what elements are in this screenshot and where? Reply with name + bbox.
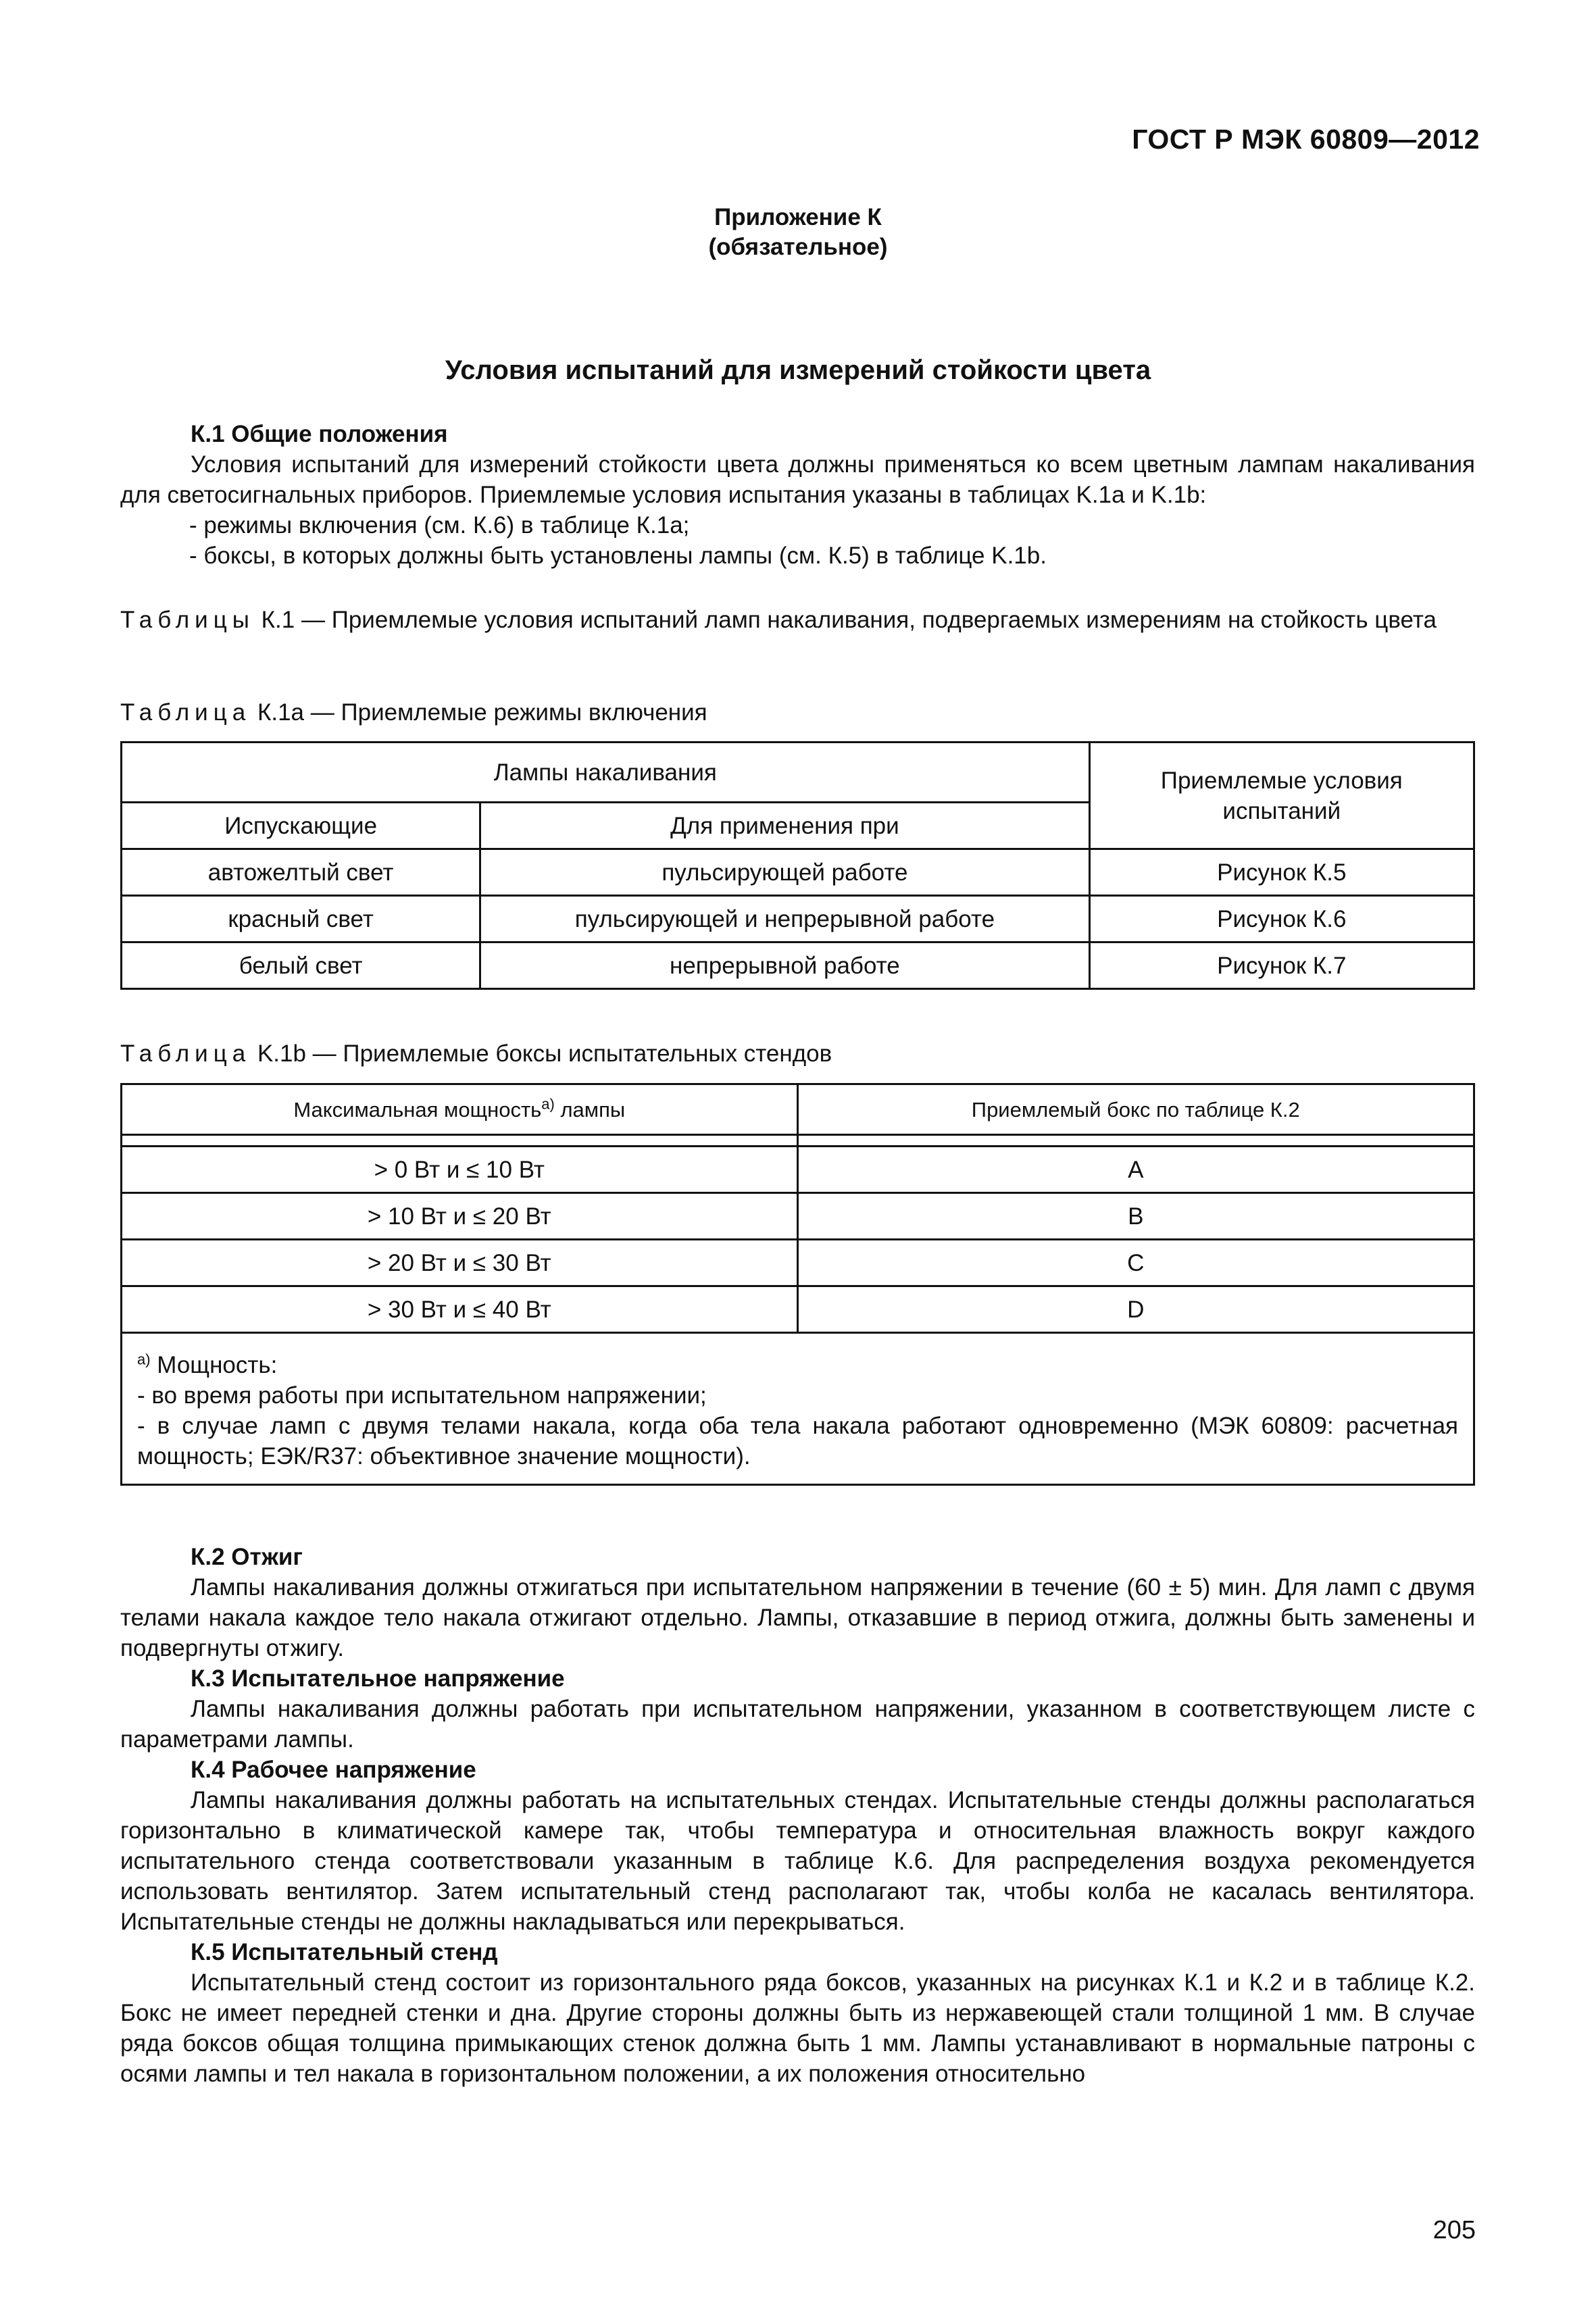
table-row xyxy=(122,1147,1474,1193)
appendix-status: (обязательное) xyxy=(708,234,888,260)
header-emitting: Испускающие xyxy=(122,803,480,849)
section-k2-text: Лампы накаливания должны отжигаться при испытательном напряжении в течение (60 ± 5) мин. Для ламп с двумя телами накала каждое тело накала отжигают отдельно. Лампы, отказавшие в период отжига, должны быть заменены и подвергнуты отжигу. xyxy=(120,1574,1475,1661)
table-row xyxy=(122,942,1474,989)
table-footnote xyxy=(122,1333,1474,1485)
section-k2-heading: К.2 Отжиг xyxy=(191,1544,303,1570)
header-lamps: Лампы накаливания xyxy=(122,743,1090,803)
section-k3-heading: К.3 Испытательное напряжение xyxy=(191,1665,565,1692)
cell-power: > 0 Вт и ≤ 10 Вт xyxy=(122,1147,798,1193)
table-k1b-wrap xyxy=(120,1083,1475,1486)
cell-power: > 20 Вт и ≤ 30 Вт xyxy=(122,1240,798,1286)
header-power xyxy=(122,1084,798,1135)
cell-emitting: красный свет xyxy=(122,896,480,942)
cell-power: > 10 Вт и ≤ 20 Вт xyxy=(122,1193,798,1240)
section-k1-heading: К.1 Общие положения xyxy=(191,421,448,447)
table-k1a xyxy=(120,741,1475,990)
table-k1a-wrap xyxy=(120,741,1475,990)
cell-application: пульсирующей и непрерывной работе xyxy=(480,896,1089,942)
header-conditions: Приемлемые условия испытаний xyxy=(1089,743,1474,849)
table-row xyxy=(122,1286,1474,1333)
list-item: - боксы, в которых должны быть установлены лампы (см. К.5) в таблице K.1b. xyxy=(189,543,1047,569)
separator xyxy=(122,1135,798,1147)
header-box: Приемлемый бокс по таблице К.2 xyxy=(797,1084,1474,1135)
section-k3-text: Лампы накаливания должны работать при испытательном напряжении, указанном в соответствующем листе с параметрами лампы. xyxy=(120,1696,1475,1753)
sections-k2-k5 xyxy=(120,1542,1475,2089)
table-k1b-caption-text: K.1b — Приемлемые боксы испытательных стендов xyxy=(251,1040,832,1067)
page-title: Условия испытаний для измерений стойкости цвета xyxy=(445,355,1151,385)
footnote-line: - во время работы при испытательном напряжении; xyxy=(137,1382,707,1409)
section-k1 xyxy=(120,419,1475,571)
tables-caption-text: К.1 — Приемлемые условия испытаний ламп накаливания, подвергаемых измерениям на стойкость цвета xyxy=(254,607,1437,633)
header-application: Для применения при xyxy=(480,803,1089,849)
cell-emitting: белый свет xyxy=(122,942,480,989)
cell-box: B xyxy=(797,1193,1474,1240)
table-k1b-caption-prefix: Таблица xyxy=(120,1040,251,1067)
header-power-suffix: лампы xyxy=(554,1097,626,1122)
table-row xyxy=(122,1193,1474,1240)
page-number: 205 xyxy=(1432,2216,1476,2244)
cell-box: A xyxy=(797,1147,1474,1193)
separator xyxy=(797,1135,1474,1147)
table-k1b-caption xyxy=(120,1038,1475,1069)
section-k5-text: Испытательный стенд состоит из горизонтального ряда боксов, указанных на рисунках К.1 и К.2 и в таблице К.2. Бокс не имеет передней стенки и дна. Другие стороны должны быть из нержавеющей стали толщиной 1 мм. В случае ряда боксов общая толщина примыкающих стенок должна быть 1 мм. Лампы устанавливают в нормальные патроны с осями лампы и тел накала в горизонтальном положении, а их положения относительно xyxy=(120,1969,1475,2087)
cell-application: непрерывной работе xyxy=(480,942,1089,989)
cell-application: пульсирующей работе xyxy=(480,849,1089,896)
header-power-text: Максимальная мощность xyxy=(293,1097,542,1122)
table-row xyxy=(122,896,1474,942)
footnote-marker: а) xyxy=(137,1351,151,1368)
cell-box: D xyxy=(797,1286,1474,1333)
section-k4-text: Лампы накаливания должны работать на испытательных стендах. Испытательные стенды должны располагаться горизонтально в климатической камере так, чтобы температура и относительная влажность вокруг каждого испытательного стенда соответствовали указанным в таблице К.6. Для распределения воздуха рекомендуется использовать вентилятор. Затем испытательный стенд располагают так, чтобы колба не касалась вентилятора. Испытательные стенды не должны накладываться или перекрываться. xyxy=(120,1787,1475,1935)
cell-figure: Рисунок К.7 xyxy=(1089,942,1474,989)
table-k1b xyxy=(120,1083,1475,1486)
footnote-title: Мощность: xyxy=(150,1352,278,1378)
cell-emitting: автожелтый свет xyxy=(122,849,480,896)
appendix-label: Приложение К xyxy=(714,204,882,230)
section-k4-heading: К.4 Рабочее напряжение xyxy=(191,1757,476,1783)
list-item: - режимы включения (см. К.6) в таблице К.1а; xyxy=(189,512,690,538)
tables-caption-prefix: Таблицы xyxy=(120,607,255,633)
footnote-marker: а) xyxy=(541,1095,555,1113)
table-k1a-caption-prefix: Таблица xyxy=(120,699,251,726)
appendix-title xyxy=(0,203,1596,262)
section-k5-heading: К.5 Испытательный стенд xyxy=(191,1939,498,1965)
footnote-line: - в случае ламп с двумя телами накала, когда оба тела накала работают одновременно (МЭК 60809: расчетная мощность; ЕЭК/R37: объективное значение мощности). xyxy=(137,1413,1458,1469)
table-k1a-caption xyxy=(120,697,1475,728)
cell-box: C xyxy=(797,1240,1474,1286)
table-row xyxy=(122,1240,1474,1286)
cell-figure: Рисунок К.5 xyxy=(1089,849,1474,896)
section-k1-text: Условия испытаний для измерений стойкости цвета должны применяться ко всем цветным лампам накаливания для светосигнальных приборов. Приемлемые условия испытания указаны в таблицах K.1a и K.1b: xyxy=(120,451,1475,508)
tables-caption xyxy=(120,605,1475,635)
standard-number: ГОСТ Р МЭК 60809—2012 xyxy=(1132,124,1480,155)
table-row xyxy=(122,849,1474,896)
cell-power: > 30 Вт и ≤ 40 Вт xyxy=(122,1286,798,1333)
cell-figure: Рисунок К.6 xyxy=(1089,896,1474,942)
table-k1a-caption-text: К.1а — Приемлемые режимы включения xyxy=(251,699,707,726)
